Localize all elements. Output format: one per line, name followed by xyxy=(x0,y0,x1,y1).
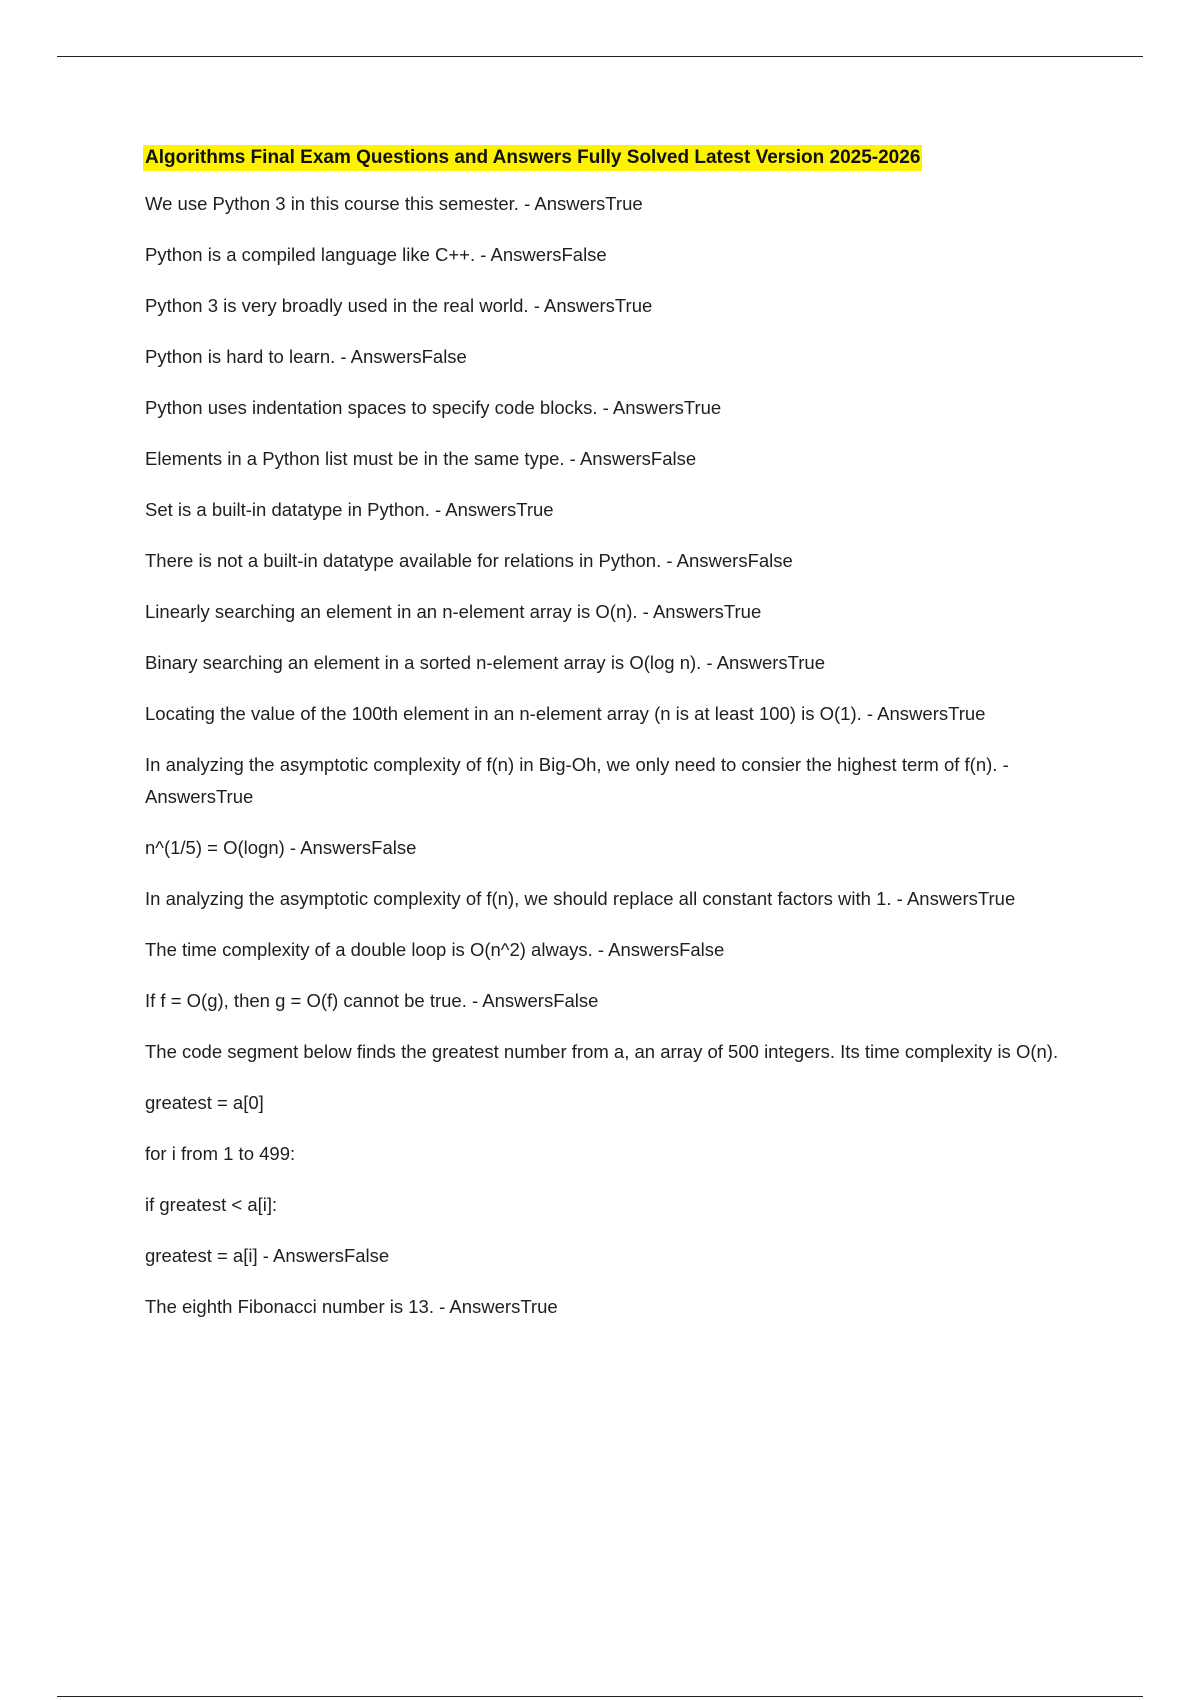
code-line: greatest = a[0] xyxy=(145,1092,264,1113)
code-line: if greatest < a[i]: xyxy=(145,1194,278,1215)
qa-item: The eighth Fibonacci number is 13. - AnswersTrue xyxy=(145,1296,558,1317)
qa-item: Python is hard to learn. - AnswersFalse xyxy=(145,346,467,367)
code-line: greatest = a[i] - AnswersFalse xyxy=(145,1245,390,1266)
document-body xyxy=(145,145,1100,1342)
top-rule xyxy=(57,56,1143,57)
qa-item: Linearly searching an element in an n-element array is O(n). - AnswersTrue xyxy=(145,601,762,622)
qa-list xyxy=(145,188,1100,1323)
qa-item: If f = O(g), then g = O(f) cannot be true. - AnswersFalse xyxy=(145,990,599,1011)
qa-item: Python 3 is very broadly used in the real world. - AnswersTrue xyxy=(145,295,653,316)
qa-item: Binary searching an element in a sorted n-element array is O(log n). - AnswersTrue xyxy=(145,652,826,673)
qa-item: Python is a compiled language like C++. - AnswersFalse xyxy=(145,244,607,265)
code-line: for i from 1 to 499: xyxy=(145,1143,296,1164)
qa-item: Python uses indentation spaces to specify code blocks. - AnswersTrue xyxy=(145,397,722,418)
qa-item: Locating the value of the 100th element in an n-element array (n is at least 100) is O(1). - AnswersTrue xyxy=(145,703,986,724)
qa-item: Elements in a Python list must be in the same type. - AnswersFalse xyxy=(145,448,697,469)
qa-item: The code segment below finds the greatest number from a, an array of 500 integers. Its time complexity is O(n). xyxy=(145,1041,1059,1062)
bottom-rule xyxy=(57,1696,1143,1697)
qa-item: Set is a built-in datatype in Python. - AnswersTrue xyxy=(145,499,554,520)
qa-item: The time complexity of a double loop is O(n^2) always. - AnswersFalse xyxy=(145,939,725,960)
qa-item: In analyzing the asymptotic complexity of f(n) in Big-Oh, we only need to consier the highest term of f(n). - AnswersTrue xyxy=(145,754,1009,807)
qa-item: n^(1/5) = O(logn) - AnswersFalse xyxy=(145,837,417,858)
document-title: Algorithms Final Exam Questions and Answers Fully Solved Latest Version 2025-2026 xyxy=(143,145,922,171)
qa-item: There is not a built-in datatype available for relations in Python. - AnswersFalse xyxy=(145,550,793,571)
qa-item: In analyzing the asymptotic complexity of f(n), we should replace all constant factors with 1. - AnswersTrue xyxy=(145,888,1016,909)
qa-item: We use Python 3 in this course this semester. - AnswersTrue xyxy=(145,193,643,214)
